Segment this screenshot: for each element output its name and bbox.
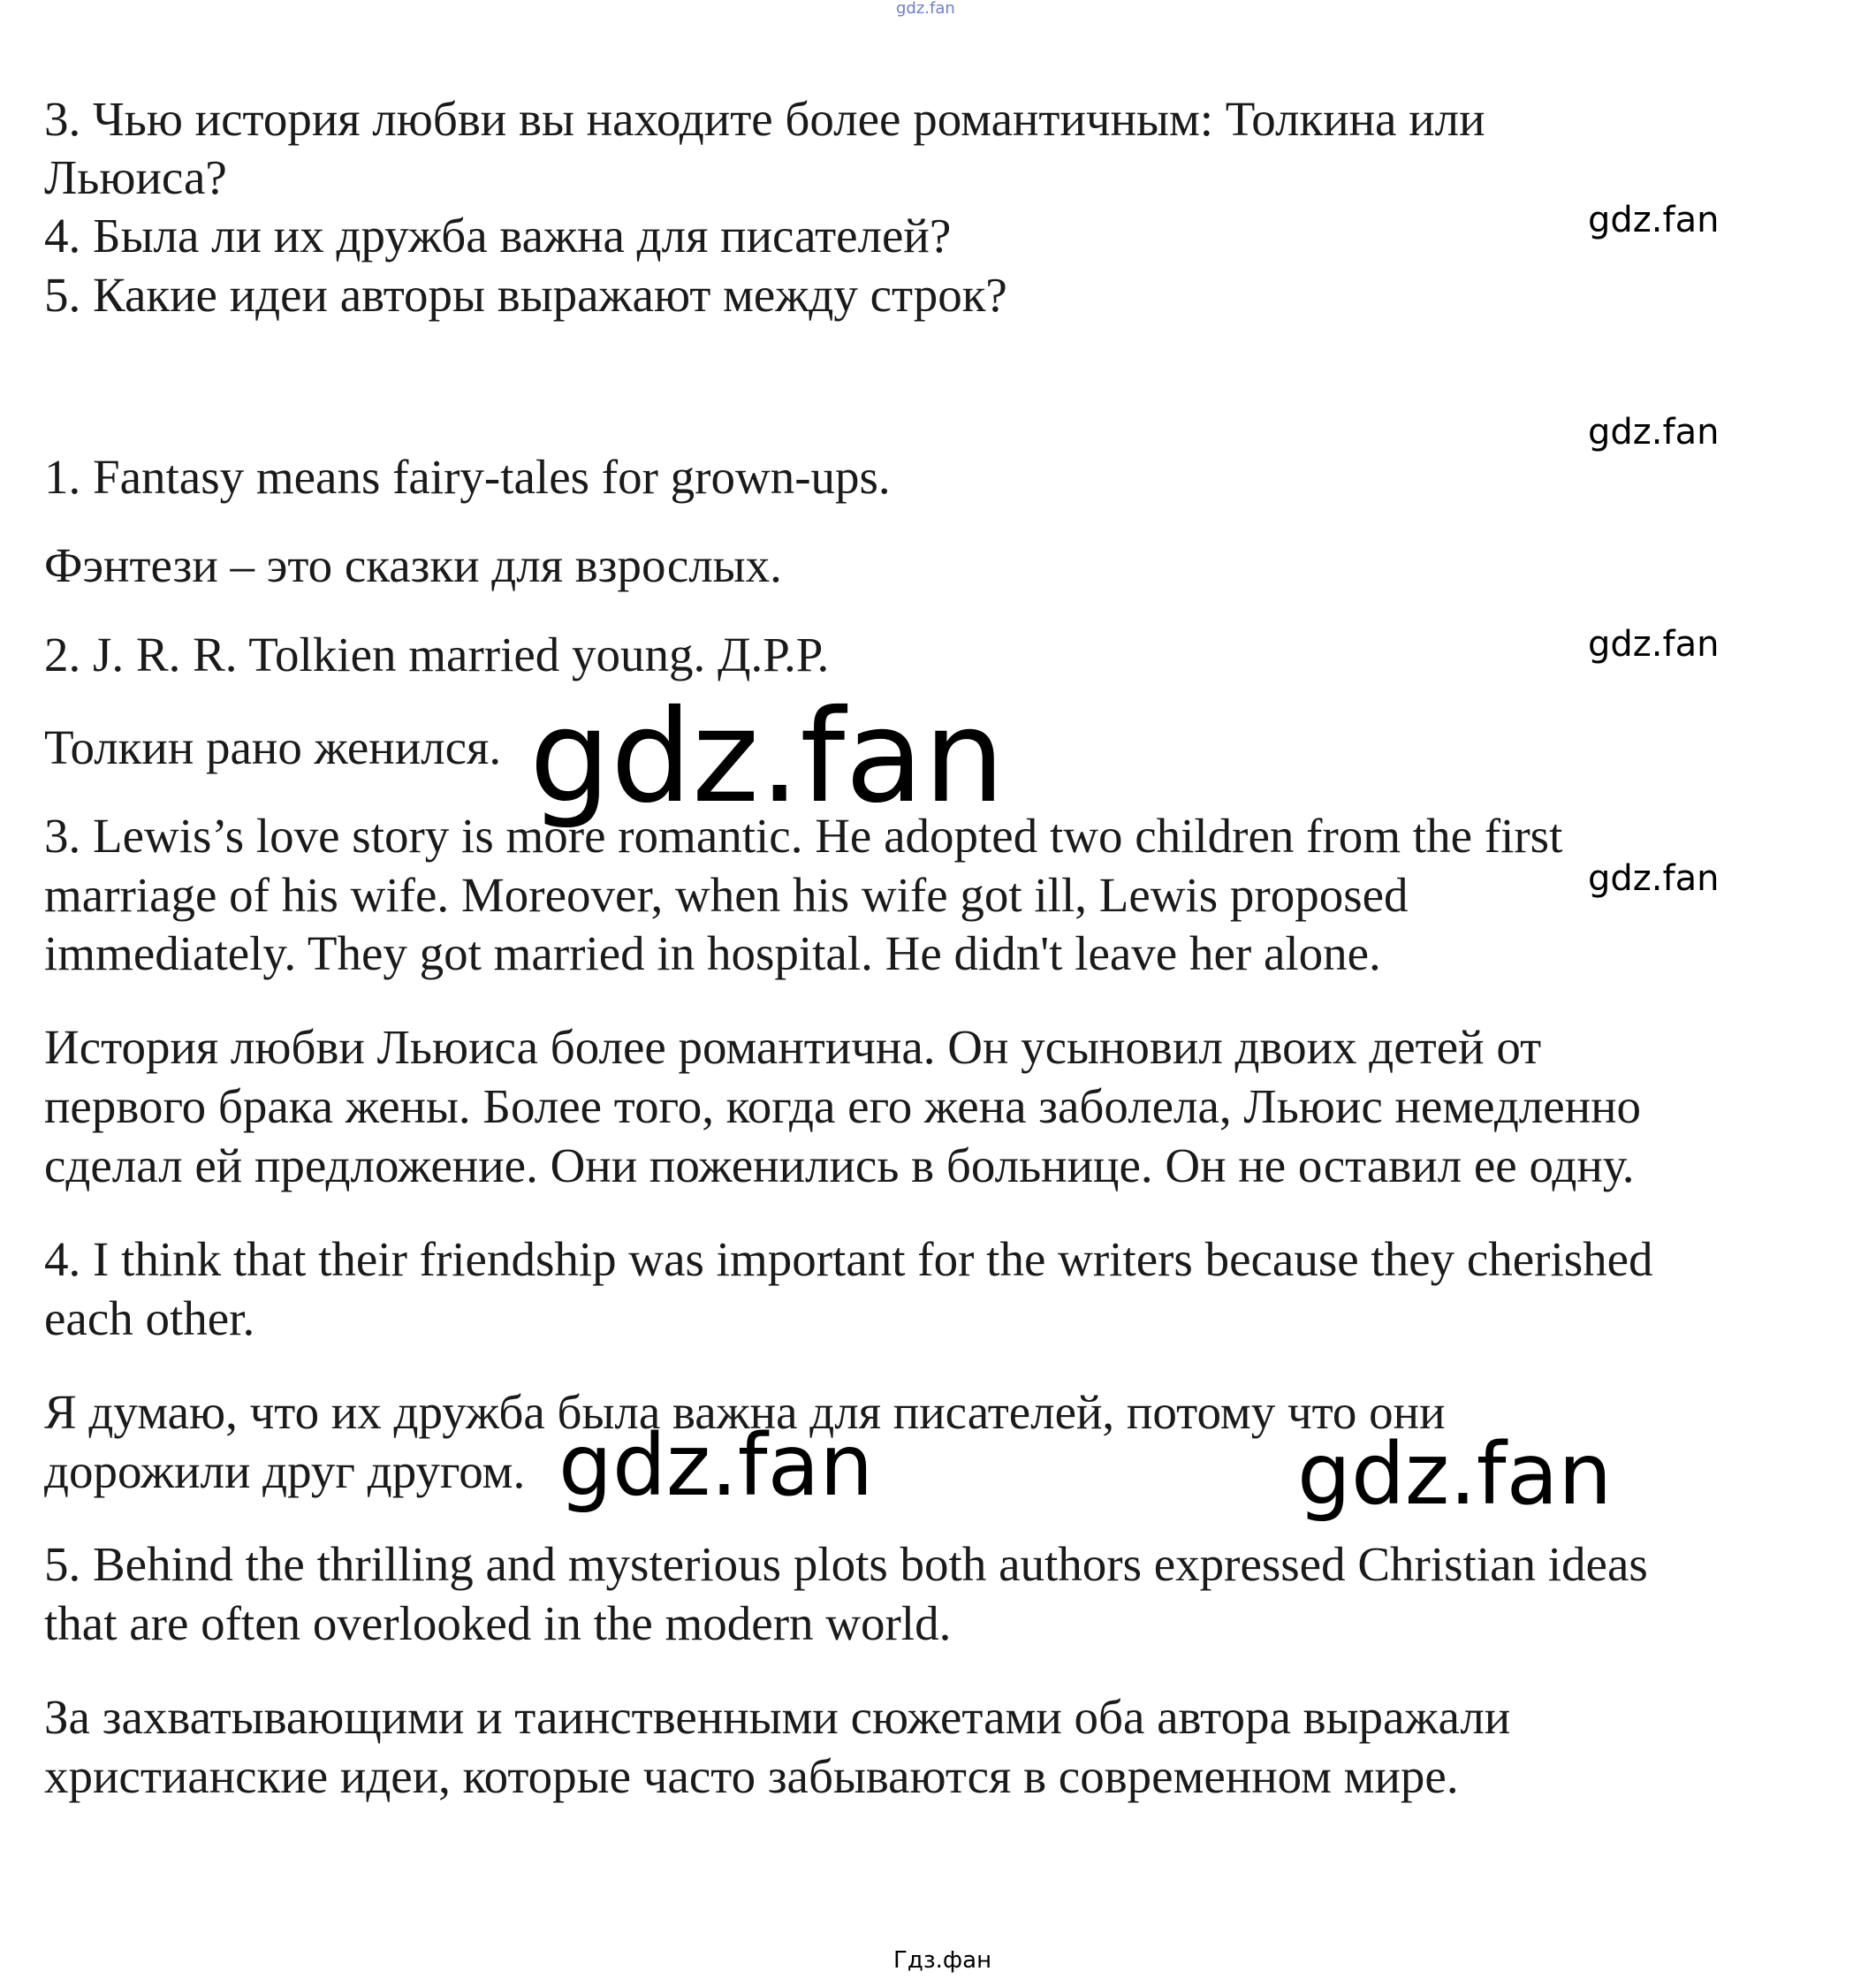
- answer-1-en: 1. Fantasy means fairy-tales for grown-ups.: [44, 450, 891, 504]
- answer-3-en-line-3: immediately. They got married in hospital. He didn't leave her alone.: [44, 926, 1381, 980]
- answer-1-ru: Фэнтези – это сказки для взрослых.: [44, 538, 782, 592]
- big-watermark-2: gdz.fan: [558, 1416, 874, 1515]
- side-watermark-1: gdz.fan: [1588, 200, 1720, 240]
- side-watermark-4: gdz.fan: [1588, 858, 1720, 899]
- big-watermark-3: gdz.fan: [1297, 1425, 1613, 1524]
- answer-5-en-line-2: that are often overlooked in the modern world.: [44, 1596, 952, 1650]
- footer-watermark: Гдз.фан: [893, 1947, 992, 1974]
- answer-5-ru-line-1: За захватывающими и таинственными сюжетами оба автора выражали: [44, 1690, 1511, 1744]
- answer-4-en-line-1: 4. I think that their friendship was important for the writers because they cherished: [44, 1232, 1653, 1286]
- question-5: 5. Какие идеи авторы выражают между строк?: [44, 268, 1007, 322]
- answer-3-ru-line-2: первого брака жены. Более того, когда его жена заболела, Льюис немедленно: [44, 1079, 1642, 1133]
- answer-5-ru-line-2: христианские идеи, которые часто забываются в современном мире.: [44, 1749, 1459, 1803]
- question-3-line-1: 3. Чью история любви вы находите более романтичным: Толкина или: [44, 92, 1485, 146]
- question-3-line-2: Льюиса?: [44, 150, 227, 204]
- answer-2-en: 2. J. R. R. Tolkien married young. Д.Р.Р.: [44, 628, 830, 681]
- answer-4-ru-line-2: дорожили друг другом.: [44, 1444, 526, 1498]
- big-watermark-1: gdz.fan: [529, 682, 1006, 832]
- answer-4-ru-line-1: Я думаю, что их дружба была важна для писателей, потому что они: [44, 1385, 1446, 1439]
- side-watermark-3: gdz.fan: [1588, 624, 1720, 665]
- question-4: 4. Была ли их дружба важна для писателей?: [44, 209, 952, 263]
- answer-2-ru: Толкин рано женился.: [44, 720, 502, 774]
- top-watermark: gdz.fan: [896, 0, 955, 18]
- answer-3-ru-line-1: История любви Льюиса более романтична. Он усыновил двоих детей от: [44, 1020, 1542, 1074]
- side-watermark-2: gdz.fan: [1588, 412, 1720, 453]
- answer-3-en-line-2: marriage of his wife. Moreover, when his wife got ill, Lewis proposed: [44, 868, 1409, 922]
- answer-4-en-line-2: each other.: [44, 1291, 255, 1345]
- answer-5-en-line-1: 5. Behind the thrilling and mysterious plots both authors expressed Christian ideas: [44, 1537, 1648, 1591]
- answer-3-ru-line-3: сделал ей предложение. Они поженились в больнице. Он не оставил ее одну.: [44, 1138, 1635, 1192]
- answer-3-en-line-1: 3. Lewis’s love story is more romantic. He adopted two children from the first: [44, 809, 1563, 863]
